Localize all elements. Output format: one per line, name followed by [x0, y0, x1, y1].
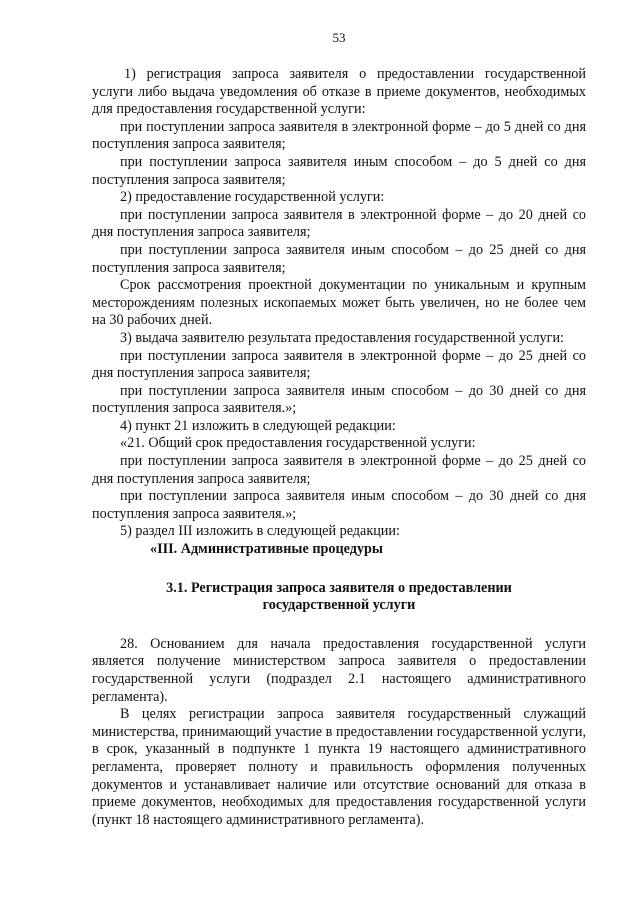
paragraph: при поступлении запроса заявителя иным способом – до 5 дней со дня поступления запроса заявителя; [92, 153, 586, 188]
paragraph: при поступлении запроса заявителя в электронной форме – до 5 дней со дня поступления запроса заявителя; [92, 118, 586, 153]
section-heading: «III. Административные процедуры [150, 541, 383, 558]
paragraph: при поступлении запроса заявителя иным способом – до 25 дней со дня поступления запроса заявителя; [92, 241, 586, 276]
subsection-heading-line1: 3.1. Регистрация запроса заявителя о предоставлении [166, 579, 512, 596]
paragraph: 1) регистрация запроса заявителя о предоставлении государственной услуги либо выдача уведомления об отказе в приеме документов, необходимых для предоставления государственной услуги: [92, 66, 586, 118]
paragraph: «21. Общий срок предоставления государственной услуги: [120, 435, 476, 452]
page-number: 53 [332, 30, 346, 45]
paragraph: 2) предоставление государственной услуги: [120, 189, 385, 206]
paragraph: при поступлении запроса заявителя иным способом – до 30 дней со дня поступления запроса заявителя.»; [92, 382, 586, 417]
paragraph: при поступлении запроса заявителя в электронной форме – до 25 дней со дня поступления запроса заявителя; [92, 347, 586, 382]
paragraph: 3) выдача заявителю результата предоставления государственной услуги: [120, 329, 564, 346]
document-page [92, 30, 586, 829]
paragraph: Срок рассмотрения проектной документации по уникальным и крупным месторождениям полезных ископаемых может быть увеличен, но не более чем на 30 рабочих дней. [92, 277, 586, 329]
paragraph: В целях регистрации запроса заявителя государственный служащий министерства, принимающий участие в предоставлении государственной услуги, в срок, указанный в подпункте 1 пункта 19 настоящего административного регламента, проверяет полноту и правильность оформления полученных документов и устанавливает наличие или отсутствие оснований для отказа в приеме документов, необходимых для предоставления государственной услуги (пункт 18 настоящего административного регламента). [92, 706, 586, 828]
paragraph: 28. Основанием для начала предоставления государственной услуги является получение министерством запроса заявителя о предоставлении государственной услуги (подраздел 2.1 настоящего административного регламента). [92, 635, 586, 705]
paragraph: при поступлении запроса заявителя иным способом – до 30 дней со дня поступления запроса заявителя.»; [92, 488, 586, 522]
paragraph: 5) раздел III изложить в следующей редакции: [120, 523, 400, 540]
spacer [92, 559, 586, 580]
subsection-heading-line2: государственной услуги [262, 597, 416, 614]
paragraph: при поступлении запроса заявителя в электронной форме – до 20 дней со дня поступления запроса заявителя; [92, 206, 586, 241]
paragraph: при поступлении запроса заявителя в электронной форме – до 25 дней со дня поступления запроса заявителя; [92, 453, 586, 487]
paragraph: 4) пункт 21 изложить в следующей редакции: [120, 417, 396, 434]
spacer [92, 615, 586, 636]
